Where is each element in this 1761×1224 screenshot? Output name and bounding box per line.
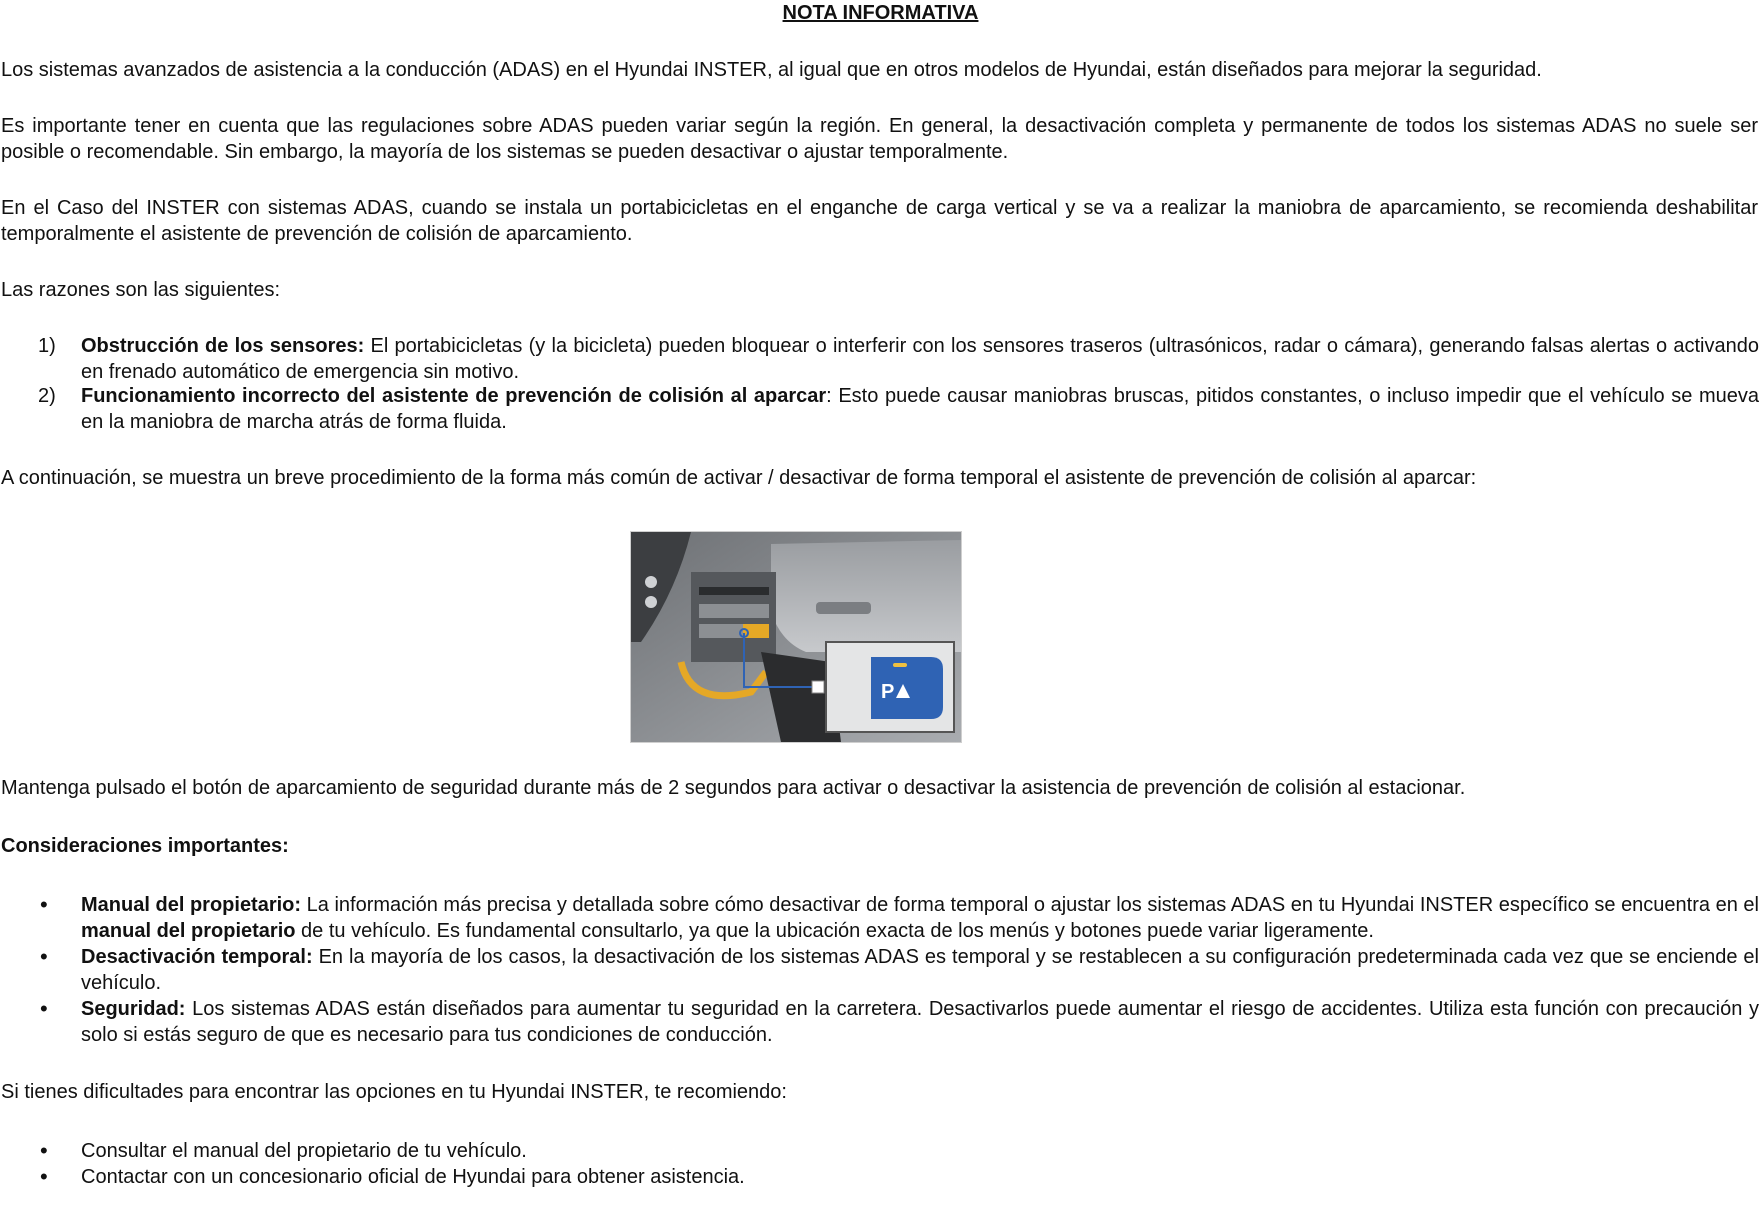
control-row (699, 604, 769, 618)
considerations-list (0, 892, 1759, 1048)
inset-connector (812, 681, 824, 693)
document-title: NOTA INFORMATIVA (782, 2, 979, 24)
list-number: 1) (38, 335, 56, 357)
glovebox-handle (816, 602, 871, 614)
list-item (0, 1164, 1759, 1190)
wheel-button-icon (645, 596, 657, 608)
list-item (0, 383, 1759, 435)
bullet-icon: • (40, 892, 48, 917)
bullet-icon: • (40, 1164, 48, 1189)
list-number: 2) (38, 385, 56, 407)
list-item (0, 944, 1759, 996)
list-item (0, 333, 1759, 385)
parking-button-label: P (881, 681, 895, 703)
considerations-heading-text: Consideraciones importantes: (1, 835, 289, 857)
bullet-icon: • (40, 944, 48, 969)
consideration-emphasis: manual del propietario (81, 920, 296, 942)
intro-paragraph: Los sistemas avanzados de asistencia a la conducción (ADAS) en el Hyundai INSTER, al igual que en otros modelos de Hyundai, están diseñados para mejorar la seguridad. (1, 59, 1542, 81)
wheel-button-icon (645, 576, 657, 588)
considerations-heading (1, 833, 1758, 859)
reason-title: Funcionamiento incorrecto del asistente de prevención de colisión al aparcar (81, 385, 827, 407)
vent-slot (699, 587, 769, 595)
indicator-led (893, 663, 907, 667)
consideration-title: Desactivación temporal: (81, 946, 313, 968)
consideration-text: La información más precisa y detallada sobre cómo desactivar de forma temporal o ajustar los sistemas ADAS en tu Hyundai INSTER específico se encuentra en el (301, 894, 1759, 916)
consideration-title: Seguridad: (81, 998, 186, 1020)
parking-button-figure (630, 531, 962, 743)
consideration-text: de tu vehículo. Es fundamental consultarlo, ya que la ubicación exacta de los menús y botones puede variar ligeramente. (295, 920, 1374, 942)
recommendations-list (0, 1138, 1759, 1190)
instruction-paragraph: Mantenga pulsado el botón de aparcamiento de seguridad durante más de 2 segundos para activar o desactivar la asistencia de prevención de colisión al estacionar. (1, 777, 1466, 799)
regulations-paragraph: Es importante tener en cuenta que las regulaciones sobre ADAS pueden variar según la región. En general, la desactivación completa y permanente de todos los sistemas ADAS no suele ser posible o recomendable. Sin embargo, la mayoría de los sistemas se pueden desactivar o ajustar temporalmente. (1, 115, 1758, 163)
reason-text: El portabicicletas (y la bicicleta) pueden bloquear o interferir con los sensores traseros (ultrasónicos, radar o cámara), generando falsas alertas o activando en frenado automático de emergencia sin motivo. (81, 335, 1759, 383)
bullet-icon: • (40, 996, 48, 1021)
list-item (0, 892, 1759, 944)
consideration-text: Los sistemas ADAS están diseñados para aumentar tu seguridad en la carretera. Desactivarlos puede aumentar el riesgo de accidentes. Utiliza esta función con precaución y solo si estás seguro de que es necesario para tus condiciones de conducción. (81, 998, 1759, 1046)
list-item (0, 996, 1759, 1048)
procedure-intro: A continuación, se muestra un breve procedimiento de la forma más común de activar / desactivar de forma temporal el asistente de prevención de colisión al aparcar: (1, 467, 1477, 489)
consideration-text: En la mayoría de los casos, la desactivación de los sistemas ADAS es temporal y se restablecen a su configuración predeterminada cada vez que se enciende el vehículo. (81, 946, 1759, 994)
list-item (0, 1138, 1759, 1164)
consideration-title: Manual del propietario: (81, 894, 302, 916)
reason-text: : Esto puede causar maniobras bruscas, pitidos constantes, o incluso impedir que el vehículo se mueva en la maniobra de marcha atrás de forma fluida. (81, 385, 1760, 433)
case-paragraph: En el Caso del INSTER con sistemas ADAS, cuando se instala un portabicicletas en el enganche de carga vertical y se va a realizar la maniobra de aparcamiento, se recomienda deshabilitar temporalmente el asistente de prevención de colisión de aparcamiento. (1, 197, 1758, 245)
recommendation-text: Consultar el manual del propietario de tu vehículo. (81, 1140, 527, 1162)
reasons-heading: Las razones son las siguientes: (1, 279, 281, 301)
difficulty-paragraph: Si tienes dificultades para encontrar las opciones en tu Hyundai INSTER, te recomiendo: (1, 1081, 787, 1103)
glovebox-shape (771, 540, 961, 652)
reasons-list (0, 333, 1759, 435)
recommendation-text: Contactar con un concesionario oficial de Hyundai para obtener asistencia. (81, 1166, 745, 1188)
reason-title: Obstrucción de los sensores: (81, 335, 365, 357)
dashboard-illustration (631, 532, 961, 742)
bullet-icon: • (40, 1138, 48, 1163)
